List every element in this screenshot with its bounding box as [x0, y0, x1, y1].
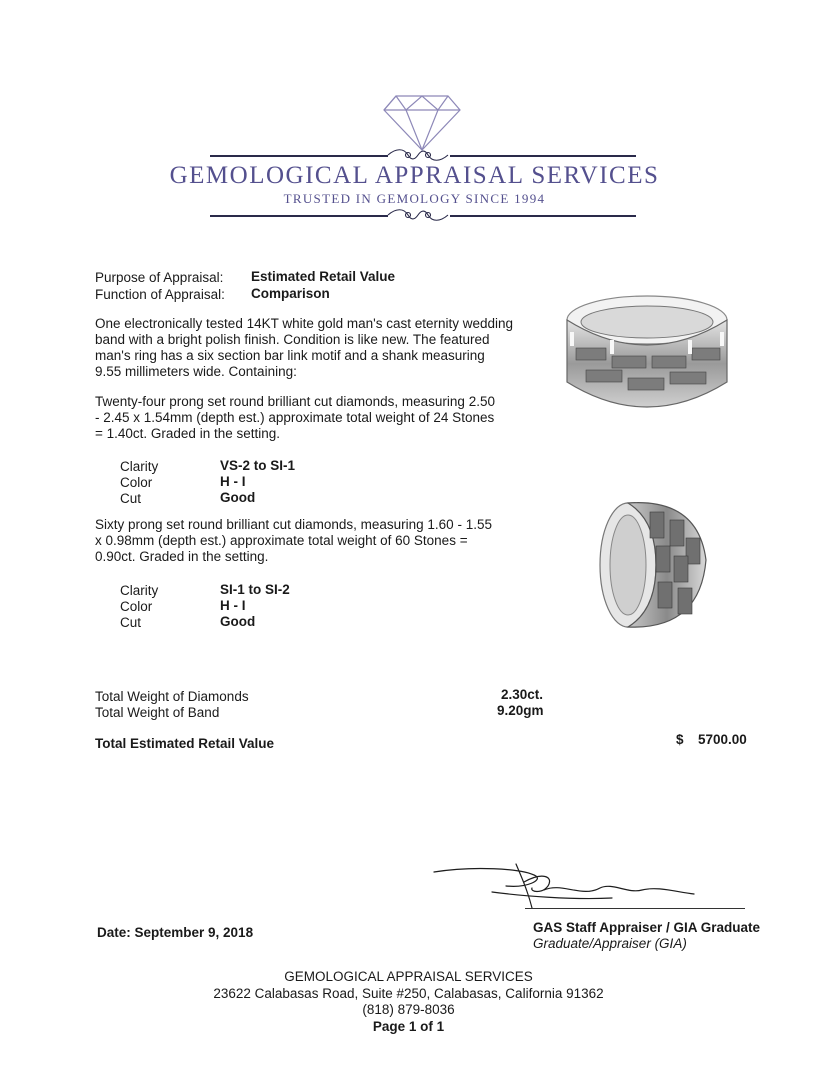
- stone-group-1-line: Twenty-four prong set round brilliant cut diamonds, measuring 2.50: [95, 394, 495, 409]
- purpose-value: Estimated Retail Value: [251, 269, 396, 284]
- footer-address: 23622 Calabasas Road, Suite #250, Calabasas, California 91362: [213, 986, 604, 1001]
- grade-value-clarity: SI-1 to SI-2: [220, 582, 290, 597]
- item-description: [95, 316, 525, 380]
- stone-group-1-line: = 1.40ct. Graded in the setting.: [95, 426, 280, 441]
- total-diamonds-label: Total Weight of Diamonds: [95, 689, 249, 704]
- grade-value-cut: Good: [220, 614, 256, 629]
- total-band-value: 9.20gm: [497, 703, 544, 718]
- grade-label-color: Color: [120, 599, 153, 614]
- grade-value-color: H - I: [220, 474, 246, 489]
- purpose-label: Purpose of Appraisal:: [95, 270, 224, 285]
- grade-label-cut: Cut: [120, 615, 142, 630]
- grade-value-color: H - I: [220, 598, 246, 613]
- company-name: GEMOLOGICAL APPRAISAL SERVICES: [169, 162, 660, 189]
- appraiser-signature: [432, 862, 732, 914]
- stone-group-2-description: [95, 517, 525, 565]
- description-line: 9.55 millimeters wide. Containing:: [95, 364, 297, 379]
- function-label: Function of Appraisal:: [95, 287, 225, 302]
- appraiser-credentials: Graduate/Appraiser (GIA): [533, 936, 687, 951]
- total-retail-label: Total Estimated Retail Value: [95, 736, 275, 751]
- stone-group-2-line: 0.90ct. Graded in the setting.: [95, 549, 269, 564]
- grade-label-color: Color: [120, 475, 153, 490]
- stone-group-2-line: Sixty prong set round brilliant cut diamonds, measuring 1.60 - 1.55: [95, 517, 492, 532]
- header-bottom-rule: [210, 215, 388, 217]
- ring-photo-front: [562, 290, 732, 420]
- stone-group-1-line: - 2.45 x 1.54mm (depth est.) approximate total weight of 24 Stones: [95, 410, 495, 425]
- stone-group-1-description: [95, 394, 525, 442]
- header-top-rule: [210, 155, 388, 157]
- description-line: One electronically tested 14KT white gold man's cast eternity wedding: [95, 316, 514, 331]
- footer-company: GEMOLOGICAL APPRAISAL SERVICES: [284, 969, 533, 984]
- description-line: band with a bright polish finish. Condition is like new. The featured: [95, 332, 490, 347]
- footer-phone: (818) 879-8036: [362, 1002, 455, 1017]
- ornament-swirl-top: [386, 148, 450, 162]
- page-number: Page 1 of 1: [372, 1019, 445, 1034]
- grade-label-clarity: Clarity: [120, 459, 159, 474]
- total-retail-value: 5700.00: [698, 732, 747, 747]
- grade-label-cut: Cut: [120, 491, 142, 506]
- grade-label-clarity: Clarity: [120, 583, 159, 598]
- description-line: man's ring has a six section bar link motif and a shank measuring: [95, 348, 485, 363]
- grade-value-clarity: VS-2 to SI-1: [220, 458, 296, 473]
- total-band-label: Total Weight of Band: [95, 705, 220, 720]
- header-bottom-rule-right: [450, 215, 636, 217]
- ornament-swirl-bottom: [386, 208, 450, 222]
- function-value: Comparison: [251, 286, 330, 301]
- appraisal-date: Date: September 9, 2018: [97, 925, 254, 940]
- stone-group-2-line: x 0.98mm (depth est.) approximate total weight of 60 Stones =: [95, 533, 468, 548]
- company-tagline: TRUSTED IN GEMOLOGY SINCE 1994: [283, 191, 546, 206]
- total-diamonds-value: 2.30ct.: [501, 687, 544, 702]
- grade-value-cut: Good: [220, 490, 256, 505]
- appraiser-title: GAS Staff Appraiser / GIA Graduate: [533, 920, 761, 935]
- diamond-logo-icon: [382, 92, 462, 152]
- total-retail-currency: $: [676, 732, 684, 747]
- signature-line: [525, 908, 745, 909]
- ring-photo-angled: [588, 490, 718, 640]
- header-top-rule-right: [450, 155, 636, 157]
